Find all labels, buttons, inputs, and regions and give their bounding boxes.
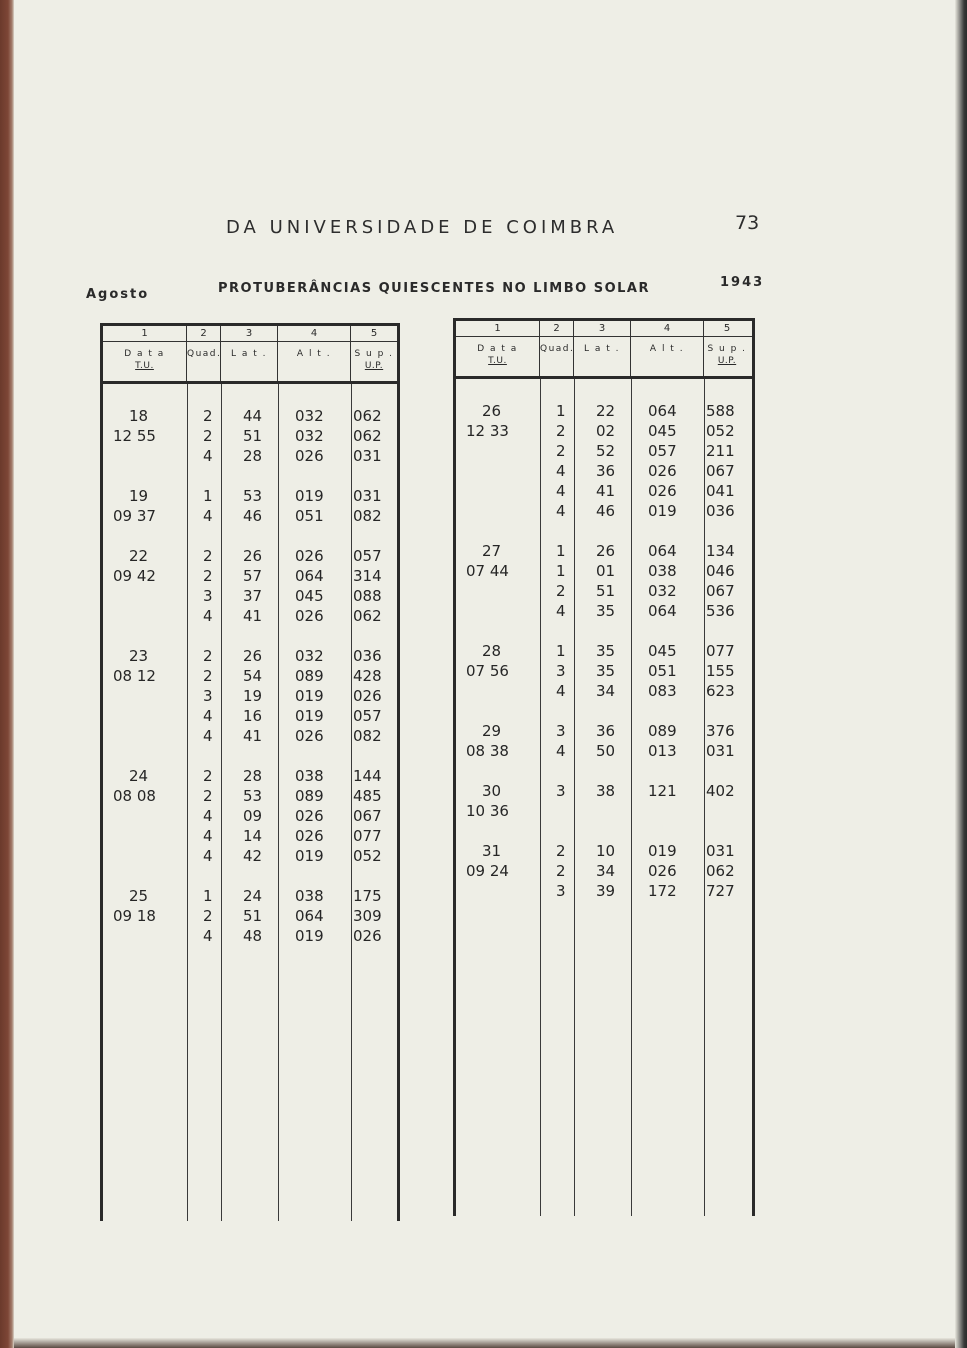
column-number: 3 xyxy=(598,323,606,334)
altitude-value: 026 xyxy=(295,607,324,625)
surface-value: 155 xyxy=(706,662,735,680)
column-header xyxy=(456,321,540,376)
date-time: 07 56 xyxy=(466,662,509,680)
latitude-value: 38 xyxy=(596,782,616,800)
surface-value: 485 xyxy=(353,787,382,805)
quadrant-value: 1 xyxy=(203,887,213,905)
quadrant-value: 3 xyxy=(556,782,566,800)
surface-value: 067 xyxy=(706,582,735,600)
column-header xyxy=(631,321,704,376)
altitude-value: 045 xyxy=(295,587,324,605)
date-time: 09 42 xyxy=(113,567,156,585)
quadrant-value: 2 xyxy=(203,667,213,685)
column-label xyxy=(704,343,750,367)
surface-value: 376 xyxy=(706,722,735,740)
latitude-value: 57 xyxy=(243,567,263,585)
altitude-value: 045 xyxy=(648,642,677,660)
altitude-value: 026 xyxy=(295,547,324,565)
column-label-text: L a t . xyxy=(583,344,620,354)
quadrant-value: 4 xyxy=(203,507,213,525)
surface-value: 041 xyxy=(706,482,735,500)
quadrant-value: 2 xyxy=(203,547,213,565)
quadrant-value: 2 xyxy=(203,407,213,425)
page-number: 73 xyxy=(735,212,760,234)
surface-value: 052 xyxy=(353,847,382,865)
surface-value: 144 xyxy=(353,767,382,785)
quadrant-value: 4 xyxy=(203,447,213,465)
altitude-value: 121 xyxy=(648,782,677,800)
surface-value: 067 xyxy=(353,807,382,825)
surface-value: 057 xyxy=(353,547,382,565)
date-day: 19 xyxy=(129,487,149,505)
date-day: 23 xyxy=(129,647,149,665)
latitude-value: 10 xyxy=(596,842,616,860)
date-time: 09 24 xyxy=(466,862,509,880)
quadrant-value: 4 xyxy=(203,727,213,745)
date-time: 08 08 xyxy=(113,787,156,805)
latitude-value: 41 xyxy=(596,482,616,500)
altitude-value: 032 xyxy=(295,427,324,445)
latitude-value: 51 xyxy=(596,582,616,600)
date-day: 22 xyxy=(129,547,149,565)
altitude-value: 019 xyxy=(295,487,324,505)
column-header xyxy=(704,321,750,376)
latitude-value: 48 xyxy=(243,927,263,945)
quadrant-value: 3 xyxy=(203,587,213,605)
latitude-value: 51 xyxy=(243,427,263,445)
column-divider xyxy=(574,379,575,1216)
quadrant-value: 2 xyxy=(203,427,213,445)
column-label xyxy=(540,343,573,355)
surface-value: 031 xyxy=(353,447,382,465)
altitude-value: 089 xyxy=(295,667,324,685)
column-number: 1 xyxy=(494,323,501,334)
date-time: 12 55 xyxy=(113,427,156,445)
latitude-value: 46 xyxy=(243,507,263,525)
altitude-value: 064 xyxy=(648,542,677,560)
year-label: 1943 xyxy=(720,275,765,290)
surface-value: 428 xyxy=(353,667,382,685)
date-time: 09 37 xyxy=(113,507,156,525)
page-edge xyxy=(955,0,967,1348)
surface-value: 031 xyxy=(706,742,735,760)
surface-value: 036 xyxy=(706,502,735,520)
column-label xyxy=(103,348,186,372)
column-label xyxy=(351,348,397,372)
surface-value: 314 xyxy=(353,567,382,585)
date-day: 30 xyxy=(482,782,502,800)
quadrant-value: 2 xyxy=(203,767,213,785)
date-time: 10 36 xyxy=(466,802,509,820)
column-header xyxy=(221,326,278,381)
latitude-value: 35 xyxy=(596,602,616,620)
surface-value: 211 xyxy=(706,442,735,460)
latitude-value: 16 xyxy=(243,707,263,725)
date-day: 27 xyxy=(482,542,502,560)
quadrant-value: 2 xyxy=(556,442,566,460)
column-header xyxy=(103,326,187,381)
latitude-value: 37 xyxy=(243,587,263,605)
date-day: 26 xyxy=(482,402,502,420)
date-time: 08 38 xyxy=(466,742,509,760)
surface-value: 175 xyxy=(353,887,382,905)
column-label xyxy=(631,343,703,355)
latitude-value: 41 xyxy=(243,727,263,745)
surface-value: 536 xyxy=(706,602,735,620)
column-number: 3 xyxy=(245,328,253,339)
right-data-table xyxy=(453,318,755,1216)
altitude-value: 051 xyxy=(648,662,677,680)
quadrant-value: 3 xyxy=(203,687,213,705)
quadrant-value: 2 xyxy=(203,567,213,585)
quadrant-value: 2 xyxy=(556,582,566,600)
column-number: 4 xyxy=(663,323,671,334)
column-header xyxy=(187,326,221,381)
column-divider xyxy=(351,384,352,1221)
altitude-value: 064 xyxy=(295,567,324,585)
column-number: 2 xyxy=(553,323,560,334)
latitude-value: 14 xyxy=(243,827,263,845)
latitude-value: 36 xyxy=(596,722,616,740)
altitude-value: 026 xyxy=(295,727,324,745)
altitude-value: 038 xyxy=(648,562,677,580)
altitude-value: 089 xyxy=(648,722,677,740)
date-day: 24 xyxy=(129,767,149,785)
quadrant-value: 2 xyxy=(203,907,213,925)
date-day: 29 xyxy=(482,722,502,740)
latitude-value: 02 xyxy=(596,422,616,440)
latitude-value: 26 xyxy=(596,542,616,560)
column-label-text: A l t . xyxy=(649,344,685,354)
surface-value: 134 xyxy=(706,542,735,560)
quadrant-value: 4 xyxy=(203,707,213,725)
latitude-value: 19 xyxy=(243,687,263,705)
latitude-value: 53 xyxy=(243,487,263,505)
latitude-value: 26 xyxy=(243,547,263,565)
quadrant-value: 4 xyxy=(203,827,213,845)
quadrant-value: 4 xyxy=(203,847,213,865)
quadrant-value: 4 xyxy=(556,502,566,520)
latitude-value: 34 xyxy=(596,682,616,700)
column-label xyxy=(574,343,630,355)
surface-value: 031 xyxy=(353,487,382,505)
column-divider xyxy=(278,384,279,1221)
latitude-value: 35 xyxy=(596,642,616,660)
surface-value: 077 xyxy=(706,642,735,660)
quadrant-value: 1 xyxy=(556,402,566,420)
column-sublabel: T.U. xyxy=(488,356,507,366)
latitude-value: 54 xyxy=(243,667,263,685)
quadrant-value: 4 xyxy=(556,742,566,760)
column-sublabel: U.P. xyxy=(717,356,737,366)
surface-value: 082 xyxy=(353,727,382,745)
page-header-title: DA UNIVERSIDADE DE COIMBRA xyxy=(226,217,619,238)
quadrant-value: 4 xyxy=(203,807,213,825)
altitude-value: 019 xyxy=(295,707,324,725)
column-number: 1 xyxy=(141,328,148,339)
altitude-value: 019 xyxy=(648,502,677,520)
altitude-value: 032 xyxy=(295,407,324,425)
latitude-value: 39 xyxy=(596,882,616,900)
column-label xyxy=(221,348,277,360)
column-number: 4 xyxy=(310,328,318,339)
altitude-value: 172 xyxy=(648,882,677,900)
column-header xyxy=(278,326,351,381)
column-label-text: A l t . xyxy=(296,349,332,359)
latitude-value: 36 xyxy=(596,462,616,480)
altitude-value: 032 xyxy=(648,582,677,600)
latitude-value: 28 xyxy=(243,447,263,465)
surface-value: 062 xyxy=(353,427,382,445)
altitude-value: 089 xyxy=(295,787,324,805)
column-divider xyxy=(704,379,705,1216)
altitude-value: 051 xyxy=(295,507,324,525)
latitude-value: 52 xyxy=(596,442,616,460)
quadrant-value: 4 xyxy=(556,462,566,480)
column-number: 5 xyxy=(723,323,731,334)
month-label: Agosto xyxy=(86,287,150,302)
latitude-value: 34 xyxy=(596,862,616,880)
quadrant-value: 4 xyxy=(556,482,566,500)
quadrant-value: 4 xyxy=(203,607,213,625)
quadrant-value: 2 xyxy=(556,422,566,440)
quadrant-value: 2 xyxy=(556,862,566,880)
column-number: 5 xyxy=(370,328,378,339)
altitude-value: 064 xyxy=(648,402,677,420)
quadrant-value: 2 xyxy=(556,842,566,860)
latitude-value: 09 xyxy=(243,807,263,825)
quadrant-value: 2 xyxy=(203,647,213,665)
date-time: 07 44 xyxy=(466,562,509,580)
altitude-value: 026 xyxy=(648,462,677,480)
date-time: 12 33 xyxy=(466,422,509,440)
quadrant-value: 4 xyxy=(556,682,566,700)
surface-value: 077 xyxy=(353,827,382,845)
altitude-value: 032 xyxy=(295,647,324,665)
latitude-value: 28 xyxy=(243,767,263,785)
latitude-value: 35 xyxy=(596,662,616,680)
column-divider xyxy=(631,379,632,1216)
column-label-text: S u p . xyxy=(354,349,394,359)
date-time: 08 12 xyxy=(113,667,156,685)
column-label-text: L a t . xyxy=(230,349,267,359)
column-label xyxy=(187,348,220,360)
quadrant-value: 1 xyxy=(203,487,213,505)
latitude-value: 50 xyxy=(596,742,616,760)
surface-value: 036 xyxy=(353,647,382,665)
column-label-text: Quad. xyxy=(540,344,575,354)
column-label-text: D a t a xyxy=(477,344,518,354)
surface-value: 031 xyxy=(706,842,735,860)
quadrant-value: 4 xyxy=(203,927,213,945)
surface-value: 067 xyxy=(706,462,735,480)
date-day: 31 xyxy=(482,842,502,860)
table-header xyxy=(103,326,397,384)
table-header xyxy=(456,321,752,379)
surface-value: 052 xyxy=(706,422,735,440)
surface-value: 088 xyxy=(353,587,382,605)
date-day: 25 xyxy=(129,887,149,905)
altitude-value: 019 xyxy=(295,687,324,705)
latitude-value: 51 xyxy=(243,907,263,925)
column-header xyxy=(351,326,397,381)
book-spine xyxy=(0,0,14,1348)
altitude-value: 038 xyxy=(295,767,324,785)
quadrant-value: 3 xyxy=(556,882,566,900)
altitude-value: 064 xyxy=(648,602,677,620)
quadrant-value: 3 xyxy=(556,722,566,740)
latitude-value: 26 xyxy=(243,647,263,665)
quadrant-value: 3 xyxy=(556,662,566,680)
surface-value: 062 xyxy=(353,407,382,425)
surface-value: 082 xyxy=(353,507,382,525)
column-label-text: Quad. xyxy=(187,349,222,359)
column-header xyxy=(540,321,574,376)
altitude-value: 026 xyxy=(648,862,677,880)
quadrant-value: 2 xyxy=(203,787,213,805)
latitude-value: 24 xyxy=(243,887,263,905)
surface-value: 402 xyxy=(706,782,735,800)
latitude-value: 01 xyxy=(596,562,616,580)
surface-value: 026 xyxy=(353,927,382,945)
surface-value: 727 xyxy=(706,882,735,900)
altitude-value: 026 xyxy=(295,827,324,845)
date-time: 09 18 xyxy=(113,907,156,925)
left-data-table xyxy=(100,323,400,1221)
altitude-value: 019 xyxy=(295,927,324,945)
altitude-value: 019 xyxy=(648,842,677,860)
latitude-value: 46 xyxy=(596,502,616,520)
altitude-value: 064 xyxy=(295,907,324,925)
altitude-value: 045 xyxy=(648,422,677,440)
column-number: 2 xyxy=(200,328,207,339)
date-day: 18 xyxy=(129,407,149,425)
altitude-value: 026 xyxy=(648,482,677,500)
surface-value: 588 xyxy=(706,402,735,420)
latitude-value: 41 xyxy=(243,607,263,625)
latitude-value: 44 xyxy=(243,407,263,425)
quadrant-value: 1 xyxy=(556,542,566,560)
altitude-value: 026 xyxy=(295,807,324,825)
surface-value: 046 xyxy=(706,562,735,580)
surface-value: 623 xyxy=(706,682,735,700)
surface-value: 026 xyxy=(353,687,382,705)
column-divider xyxy=(540,379,541,1216)
column-label xyxy=(456,343,539,367)
column-label-text: D a t a xyxy=(124,349,165,359)
column-label xyxy=(278,348,350,360)
column-sublabel: T.U. xyxy=(135,361,154,371)
surface-value: 062 xyxy=(706,862,735,880)
altitude-value: 019 xyxy=(295,847,324,865)
column-label-text: S u p . xyxy=(707,344,747,354)
column-sublabel: U.P. xyxy=(364,361,384,371)
column-header xyxy=(574,321,631,376)
altitude-value: 026 xyxy=(295,447,324,465)
page-subtitle: PROTUBERÂNCIAS QUIESCENTES NO LIMBO SOLAR xyxy=(218,281,650,296)
date-day: 28 xyxy=(482,642,502,660)
surface-value: 309 xyxy=(353,907,382,925)
latitude-value: 42 xyxy=(243,847,263,865)
surface-value: 062 xyxy=(353,607,382,625)
surface-value: 057 xyxy=(353,707,382,725)
page-bottom-edge xyxy=(14,1338,955,1348)
altitude-value: 083 xyxy=(648,682,677,700)
altitude-value: 013 xyxy=(648,742,677,760)
altitude-value: 057 xyxy=(648,442,677,460)
altitude-value: 038 xyxy=(295,887,324,905)
column-divider xyxy=(221,384,222,1221)
quadrant-value: 1 xyxy=(556,562,566,580)
latitude-value: 53 xyxy=(243,787,263,805)
quadrant-value: 1 xyxy=(556,642,566,660)
column-divider xyxy=(187,384,188,1221)
latitude-value: 22 xyxy=(596,402,616,420)
quadrant-value: 4 xyxy=(556,602,566,620)
